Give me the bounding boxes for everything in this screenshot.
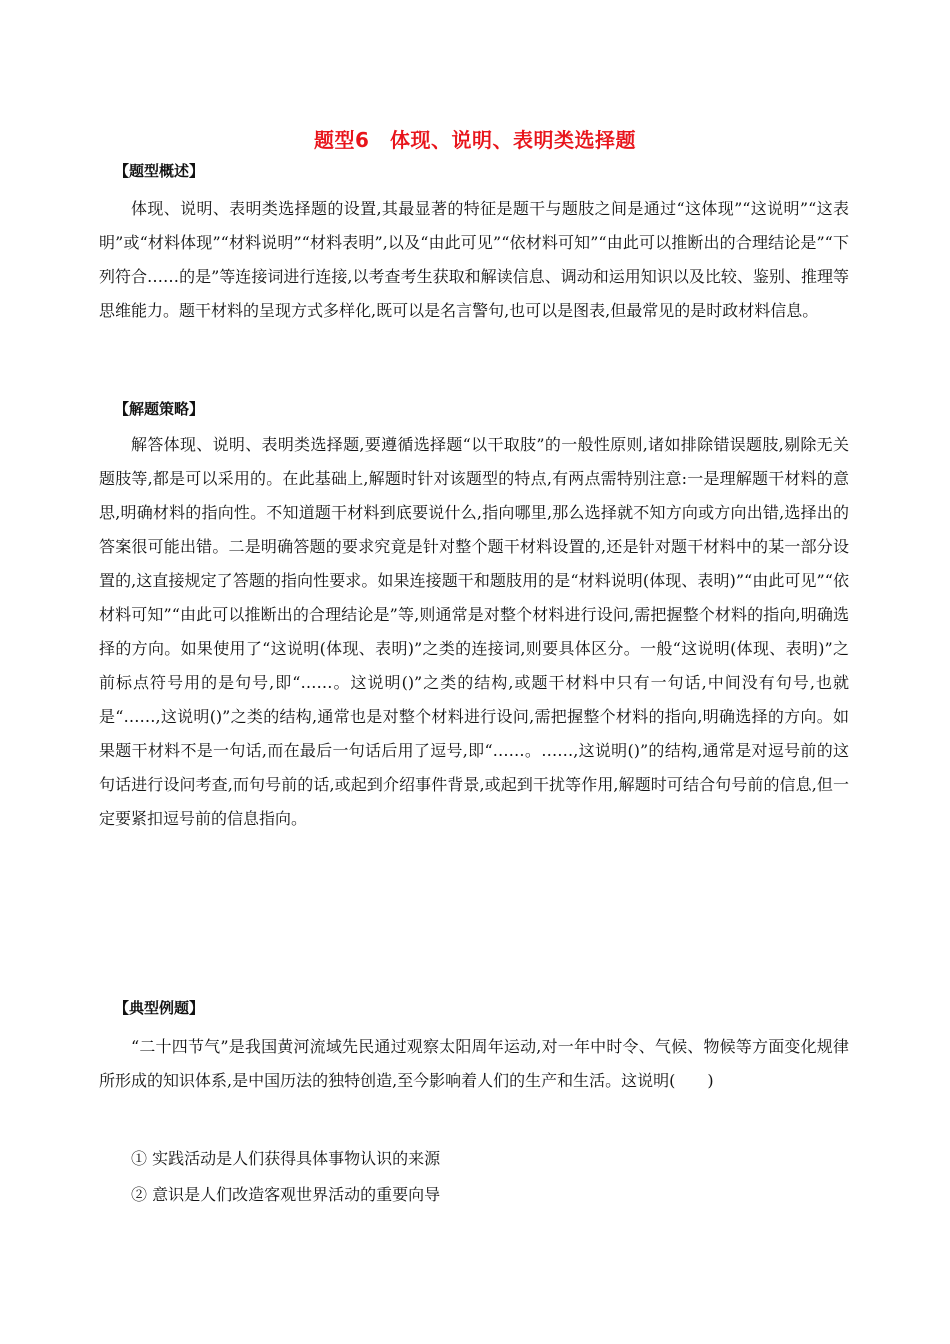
strategy-paragraph: 解答体现、说明、表明类选择题,要遵循选择题“以干取肢”的一般性原则,诸如排除错误题肢,剔除无关题肢等,都是可以采用的。在此基础上,解题时针对该题型的特点,有两点需特别注意:一是理解题干材料的意思,明确材料的指向性。不知道题干材料到底要说什么,指向哪里,那么选择就不知方向或方向出错,选择出的答案很可能出错。二是明确答题的要求究竟是针对整个题干材料设置的,还是针对题干材料中的某一部分设置的,这直接规定了答题的指向性要求。如果连接题干和题肢用的是“材料说明(体现、表明)”“由此可见”“依材料可知”“由此可以推断出的合理结论是”等,则通常是对整个材料进行设问,需把握整个材料的指向,明确选择的方向。如果使用了“这说明(体现、表明)”之类的连接词,则要具体区分。一般“这说明(体现、表明)”之前标点符号用的是句号,即“……。这说明()”之类的结构,或题干材料中只有一句话,中间没有句号,也就是“……,这说明()”之类的结构,通常也是对整个材料进行设问,需把握整个材料的指向,明确选择的方向。如果题干材料不是一句话,而在最后一句话后用了逗号,即“……。……,这说明()”的结构,通常是对逗号前的这句话进行设问考查,而句号前的话,或起到介绍事件背景,或起到干扰等作用,解题时可结合句号前的信息,但一定要紧扣逗号前的信息指向。 <box>99 435 849 828</box>
example-question: “二十四节气”是我国黄河流域先民通过观察太阳周年运动,对一年中时令、气候、物候等方面变化规律所形成的知识体系,是中国历法的独特创造,至今影响着人们的生产和生活。这说明( ) <box>99 1037 849 1090</box>
option-2: ② 意识是人们改造客观世界活动的重要向导 <box>131 1185 441 1204</box>
page-title: 题型6 体现、说明、表明类选择题 <box>314 128 636 152</box>
overview-label: 【题型概述】 <box>114 162 205 180</box>
overview-paragraph: 体现、说明、表明类选择题的设置,其最显著的特征是题干与题肢之间是通过“这体现”“这说明”“这表明”或“材料体现”“材料说明”“材料表明”,以及“由此可见”“依材料可知”“由此可以推断出的合理结论是”“下列符合……的是”等连接词进行连接,以考查考生获取和解读信息、调动和运用知识以及比较、鉴别、推理等思维能力。题干材料的呈现方式多样化,既可以是名言警句,也可以是图表,但最常见的是时政材料信息。 <box>99 199 849 320</box>
strategy-label: 【解题策略】 <box>114 400 205 418</box>
option-1: ① 实践活动是人们获得具体事物认识的来源 <box>131 1149 441 1168</box>
example-label: 【典型例题】 <box>114 999 205 1017</box>
